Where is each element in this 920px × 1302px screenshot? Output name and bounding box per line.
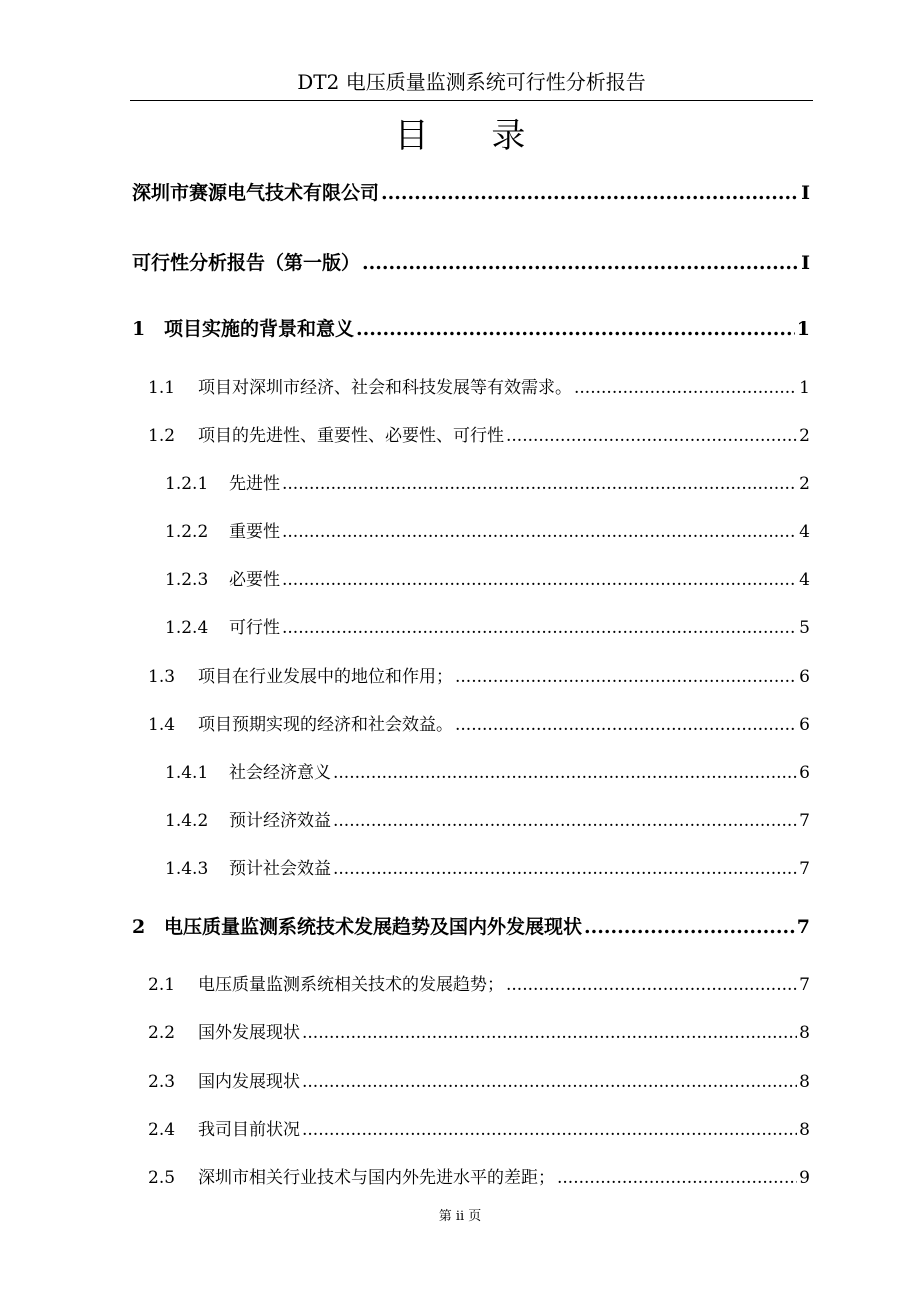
toc-entry-page: 8 <box>799 1072 810 1092</box>
toc-leader <box>557 1168 797 1188</box>
toc-entry-number: 2.1 <box>148 975 176 995</box>
toc-entry-title: 项目的先进性、重要性、必要性、可行性 <box>198 426 504 446</box>
toc-entry-page: 5 <box>799 618 810 638</box>
toc-entry-number: 2.5 <box>148 1168 176 1188</box>
toc-leader <box>333 859 797 879</box>
toc-entry-page: 7 <box>796 916 810 938</box>
toc-entry-number: 1.2.4 <box>165 618 209 638</box>
toc-leader <box>381 182 799 204</box>
toc-leader <box>302 1023 797 1043</box>
toc-leader <box>455 715 797 735</box>
page-number-footer: 第 ii 页 <box>438 1209 482 1224</box>
toc-entry-page: 7 <box>799 859 810 879</box>
toc-entry-page: 4 <box>799 522 810 542</box>
toc-entry[interactable] <box>132 314 810 341</box>
toc-entry[interactable] <box>148 1018 810 1043</box>
toc-entry-title: 项目在行业发展中的地位和作用； <box>198 667 453 687</box>
toc-entry[interactable] <box>165 758 810 783</box>
toc-entry[interactable] <box>165 806 810 831</box>
toc-entry[interactable] <box>148 662 810 687</box>
toc-entry-number: 1.2.3 <box>165 570 209 590</box>
toc-entry-page: 7 <box>799 975 810 995</box>
toc-entry[interactable] <box>165 565 810 590</box>
toc-entry-title: 项目对深圳市经济、社会和科技发展等有效需求。 <box>198 378 572 398</box>
toc-leader <box>282 522 797 542</box>
toc-entry[interactable] <box>132 178 810 205</box>
toc-entry-title: 我司目前状况 <box>198 1120 300 1140</box>
toc-entry-page: 2 <box>799 474 810 494</box>
toc-leader <box>584 916 795 938</box>
toc-entry-number: 2.4 <box>148 1120 176 1140</box>
toc-leader <box>282 618 797 638</box>
toc-entry-title: 预计社会效益 <box>229 859 331 879</box>
toc-entry-page: 6 <box>799 763 810 783</box>
toc-leader <box>455 667 797 687</box>
toc-entry-number: 1.2 <box>148 426 176 446</box>
toc-entry[interactable] <box>165 517 810 542</box>
toc-leader <box>506 975 797 995</box>
toc-entry[interactable] <box>148 710 810 735</box>
toc-leader <box>302 1120 797 1140</box>
toc-entry-title: 重要性 <box>229 522 280 542</box>
toc-entry-page: 6 <box>799 667 810 687</box>
toc-entry-page: I <box>801 252 810 274</box>
toc-entry[interactable] <box>165 469 810 494</box>
toc-entry[interactable] <box>132 248 810 275</box>
toc-entry-title: 可行性分析报告（第一版） <box>132 252 361 274</box>
toc-entry-title: 必要性 <box>229 570 280 590</box>
toc-entry-page: 7 <box>799 811 810 831</box>
toc-entry-number: 1.4.3 <box>165 859 209 879</box>
toc-entry-page: 8 <box>799 1120 810 1140</box>
toc-leader <box>333 763 797 783</box>
toc-entry-number: 1.3 <box>148 667 176 687</box>
toc-entry-number: 1.4.1 <box>165 763 209 783</box>
toc-entry-title: 社会经济意义 <box>229 763 331 783</box>
toc-entry[interactable] <box>148 373 810 398</box>
toc-leader <box>333 811 797 831</box>
toc-entry[interactable] <box>148 1163 810 1188</box>
toc-entry-title: 可行性 <box>229 618 280 638</box>
toc-entry[interactable] <box>132 912 810 939</box>
toc-entry-number: 1 <box>132 318 146 340</box>
toc-leader <box>574 378 797 398</box>
toc-entry-page: I <box>801 182 810 204</box>
toc-entry-title: 国内发展现状 <box>198 1072 300 1092</box>
toc-entry-title: 预计经济效益 <box>229 811 331 831</box>
toc-entry-title: 深圳市相关行业技术与国内外先进水平的差距； <box>198 1168 555 1188</box>
toc-entry[interactable] <box>165 854 810 879</box>
toc-entry-title: 电压质量监测系统相关技术的发展趋势； <box>198 975 504 995</box>
toc-leader <box>506 426 797 446</box>
toc-entry-title: 项目预期实现的经济和社会效益。 <box>198 715 453 735</box>
toc-entry-number: 1.4.2 <box>165 811 209 831</box>
toc-entry-title: 深圳市赛源电气技术有限公司 <box>132 182 380 204</box>
toc-entry-number: 1.4 <box>148 715 176 735</box>
toc-entry-page: 1 <box>799 378 810 398</box>
toc-leader <box>282 570 797 590</box>
toc-entry[interactable] <box>148 421 810 446</box>
toc-entry-page: 1 <box>796 318 810 340</box>
toc-entry-number: 2.3 <box>148 1072 176 1092</box>
toc-entry-number: 1.2.2 <box>165 522 209 542</box>
toc-leader <box>282 474 797 494</box>
toc-leader <box>362 252 799 274</box>
toc-entry-title: 国外发展现状 <box>198 1023 300 1043</box>
toc-entry-title: 项目实施的背景和意义 <box>164 318 355 340</box>
toc-entry-number: 1.2.1 <box>165 474 209 494</box>
toc-entry-page: 6 <box>799 715 810 735</box>
toc-leader <box>356 318 795 340</box>
toc-leader <box>302 1072 797 1092</box>
toc-entry-number: 1.1 <box>148 378 176 398</box>
toc-entry-number: 2 <box>132 916 146 938</box>
toc-heading: 目 录 <box>394 116 552 156</box>
toc-entry-title: 先进性 <box>229 474 280 494</box>
toc-entry-page: 9 <box>799 1168 810 1188</box>
toc-entry[interactable] <box>148 1067 810 1092</box>
toc-entry[interactable] <box>165 613 810 638</box>
running-header: DT2 电压质量监测系统可行性分析报告 <box>130 66 813 101</box>
toc-entry-title: 电压质量监测系统技术发展趋势及国内外发展现状 <box>164 916 583 938</box>
toc-entry[interactable] <box>148 1115 810 1140</box>
toc-entry-page: 8 <box>799 1023 810 1043</box>
toc-entry[interactable] <box>148 970 810 995</box>
toc-entry-page: 4 <box>799 570 810 590</box>
toc-entry-page: 2 <box>799 426 810 446</box>
toc-entry-number: 2.2 <box>148 1023 176 1043</box>
